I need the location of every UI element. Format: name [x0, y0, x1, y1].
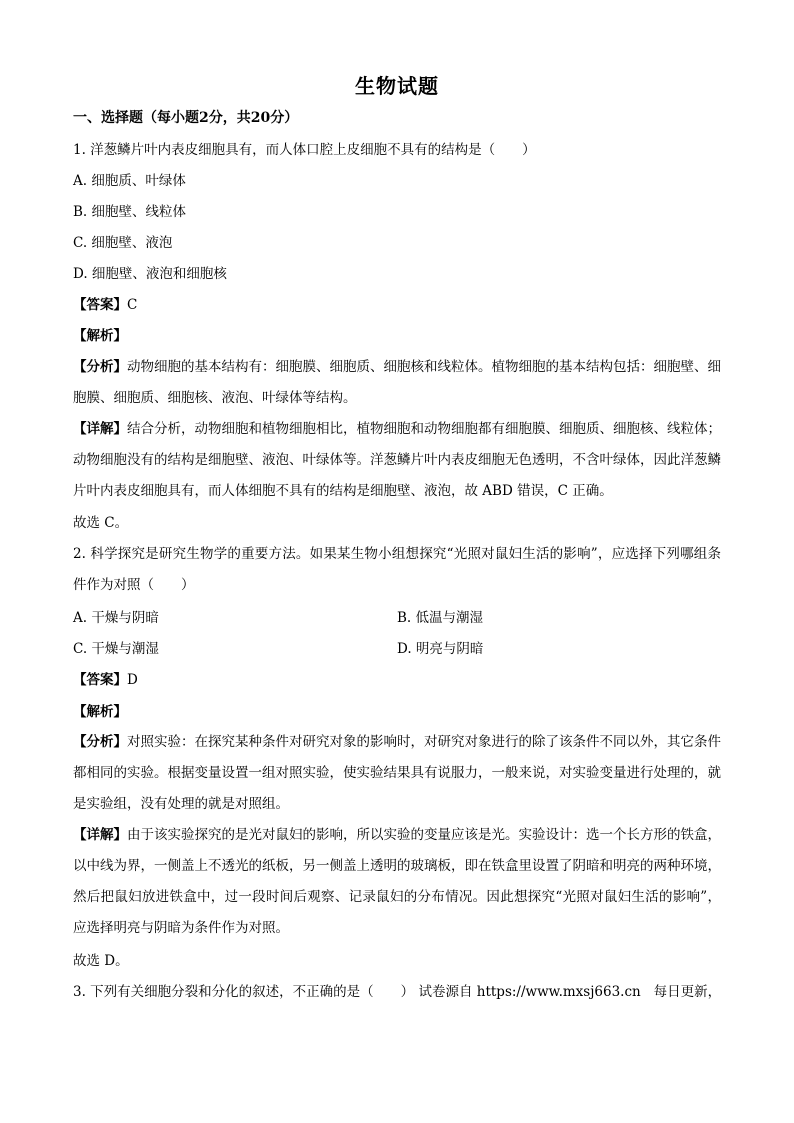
q1-option-b: B. 细胞壁、线粒体: [73, 204, 187, 220]
q1-jiexi-tag: 【解析】: [73, 328, 127, 344]
source-suffix: 每日更新，: [653, 984, 722, 1000]
analysis-tag: 【分析】: [73, 734, 127, 750]
detail-text: 由于该实验探究的是光对鼠妇的影响，所以实验的变量应该是光。实验设计：选一个长方形的铁盒，以中线为界，一侧盖上不透光的纸板，另一侧盖上透明的玻璃板，即在铁盒里设置了阴暗和明亮的两种环境，然后把鼠妇放进铁盒中，过一段时间后观察、记录鼠妇的分布情况。因此想探究“光照对鼠妇生活的影响”，应选择明亮与阴暗为条件作为对照。: [73, 827, 721, 936]
question-2-stem: 2. 科学探究是研究生物学的重要方法。如果某生物小组想探究“光照对鼠妇生活的影响”，应选择下列哪组条件作为对照（ ）: [73, 546, 721, 593]
page-title: 生物试题: [355, 74, 439, 98]
question-1-stem: 1. 洋葱鳞片叶内表皮细胞具有，而人体口腔上皮细胞不具有的结构是（ ）: [73, 142, 536, 158]
q1-option-c: C. 细胞壁、液泡: [73, 235, 173, 251]
q2-option-d: D. 明亮与阴暗: [397, 641, 484, 657]
analysis-text: 动物细胞的基本结构有：细胞膜、细胞质、细胞核和线粒体。植物细胞的基本结构包括：细胞壁、细胞膜、细胞质、细胞核、液泡、叶绿体等结构。: [73, 359, 721, 406]
q1-answer: [73, 296, 137, 314]
q1-analysis: [73, 352, 721, 414]
q1-option-d: D. 细胞壁、液泡和细胞核: [73, 266, 227, 282]
q2-option-b: B. 低温与潮湿: [397, 610, 484, 626]
source-link[interactable]: https://www.mxsj663.cn: [476, 984, 641, 1000]
section-heading: 一、选择题（每小题2分，共20分）: [73, 110, 299, 126]
q2-answer: [73, 671, 138, 689]
answer-tag: 【答案】: [73, 297, 127, 313]
question-3-stem: [73, 983, 721, 1001]
q2-option-c: C. 干燥与潮湿: [73, 641, 159, 657]
analysis-tag: 【分析】: [73, 359, 127, 375]
q2-conclusion: 故选 D。: [73, 953, 129, 969]
analysis-text: 对照实验：在探究某种条件对研究对象的影响时，对研究对象进行的除了该条件不同以外，其它条件都相同的实验。根据变量设置一组对照实验，使实验结果具有说服力，一般来说，对实验变量进行处理的，就是实验组，没有处理的就是对照组。: [73, 734, 721, 812]
q2-detail: [73, 820, 721, 944]
q1-detail: [73, 414, 721, 507]
source-prefix: 试卷源自: [418, 984, 473, 1000]
q1-option-a: A. 细胞质、叶绿体: [73, 173, 186, 189]
q3-stem-text: 3. 下列有关细胞分裂和分化的叙述，不正确的是（ ）: [73, 984, 415, 1000]
q1-conclusion: 故选 C。: [73, 515, 129, 531]
answer-value: C: [127, 297, 138, 313]
q2-jiexi-tag: 【解析】: [73, 704, 127, 720]
q2-option-a: A. 干燥与阴暗: [73, 610, 159, 626]
answer-value: D: [127, 672, 138, 688]
detail-tag: 【详解】: [73, 421, 127, 437]
detail-text: 结合分析，动物细胞和植物细胞相比，植物细胞和动物细胞都有细胞膜、细胞质、细胞核、线粒体；动物细胞没有的结构是细胞壁、液泡、叶绿体等。洋葱鳞片叶内表皮细胞无色透明，不含叶绿体，因此洋葱鳞片叶内表皮细胞具有，而人体细胞不具有的结构是细胞壁、液泡，故 ABD 错误，C 正确。: [73, 421, 721, 499]
answer-tag: 【答案】: [73, 672, 127, 688]
detail-tag: 【详解】: [73, 827, 127, 843]
q2-analysis: [73, 727, 721, 820]
